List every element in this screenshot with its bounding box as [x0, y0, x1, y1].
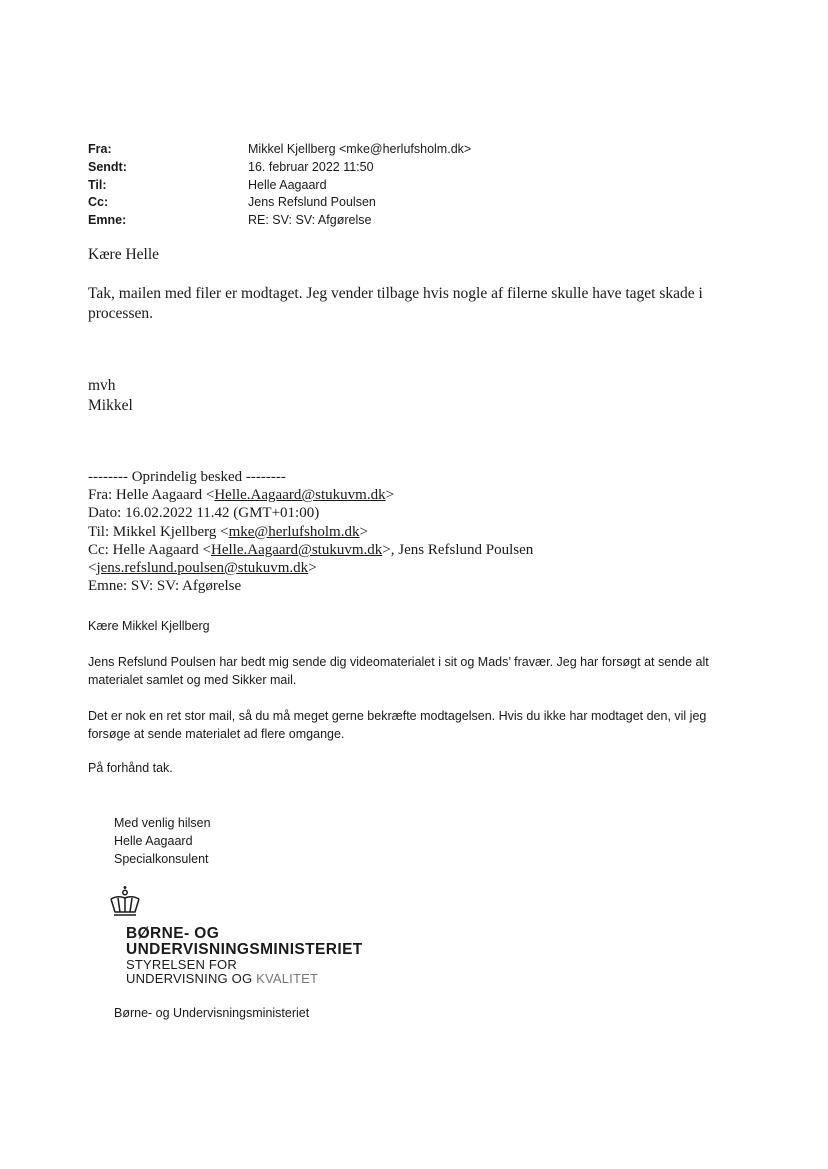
reply-greeting: Kære Helle: [88, 246, 160, 263]
original-from-suffix: >: [385, 487, 395, 504]
original-date: Dato: 16.02.2022 11.42 (GMT+01:00): [88, 505, 320, 522]
logo-line-3: STYRELSEN FOR: [126, 957, 237, 972]
signature-name: Helle Aagaard: [114, 834, 193, 848]
original-cc: [88, 541, 533, 559]
header-row-subject: [88, 212, 471, 230]
message-paragraph-1: Jens Refslund Poulsen har bedt mig sende dig videomaterialet i sit og Mads’ fravær. Jeg har forsøgt at sende alt materialet samlet og med Sikker mail.: [88, 655, 709, 687]
crown-icon: [108, 885, 142, 919]
header-label: Cc:: [88, 195, 109, 210]
original-to: [88, 523, 533, 541]
original-separator: -------- Oprindelig besked --------: [88, 469, 286, 485]
signature-title: Specialkonsulent: [114, 852, 209, 866]
header-row-to: [88, 177, 471, 195]
header-row-from: [88, 141, 471, 159]
original-message-header: [88, 468, 533, 595]
header-value: RE: SV: SV: Afgørelse: [248, 213, 372, 228]
original-cc-middle: >, Jens Refslund Poulsen: [382, 541, 534, 558]
logo-line-2: UNDERVISNINGSMINISTERIET: [126, 941, 363, 958]
header-row-sent: [88, 159, 471, 177]
header-value: Jens Refslund Poulsen: [248, 195, 376, 210]
original-cc-open: <: [88, 560, 97, 577]
header-value: Mikkel Kjellberg <mke@herlufsholm.dk>: [248, 142, 472, 156]
signature-closing: Med venlig hilsen: [114, 816, 211, 830]
header-value: 16. februar 2022 11:50: [248, 159, 374, 174]
ministry-logo: [126, 926, 363, 986]
header-label: Til:: [88, 177, 107, 192]
header-label: Emne:: [88, 213, 127, 228]
message-greeting: Kære Mikkel Kjellberg: [88, 619, 210, 633]
original-to-suffix: >: [359, 523, 368, 540]
footer-text: Børne- og Undervisningsministeriet: [114, 1006, 310, 1020]
original-from-prefix: Fra: Helle Aagaard <: [88, 487, 215, 504]
reply-closing: mvh: [88, 377, 116, 394]
original-to-email-link[interactable]: mke@herlufsholm.dk: [228, 523, 360, 540]
original-cc-prefix: Cc: Helle Aagaard <: [88, 541, 211, 558]
original-cc-close: >: [308, 560, 317, 577]
original-subject: Emne: SV: SV: Afgørelse: [88, 578, 242, 595]
header-value: Helle Aagaard: [248, 177, 327, 192]
message-paragraph-3: På forhånd tak.: [88, 761, 173, 775]
original-cc-continued: [88, 559, 533, 577]
signature-block: [114, 814, 211, 868]
header-label: Fra:: [88, 142, 112, 156]
reply-signoff: [88, 376, 133, 416]
header-row-cc: [88, 194, 471, 212]
header-label: Sendt:: [88, 159, 127, 174]
message-paragraph-2: Det er nok en ret stor mail, så du må meget gerne bekræfte modtagelsen. Hvis du ikke har modtaget den, vil jeg forsøge at sende materialet ad flere omgange.: [88, 709, 707, 741]
logo-line-4b: KVALITET: [256, 971, 319, 986]
original-from: [88, 486, 533, 504]
logo-line-1: BØRNE- OG: [126, 925, 220, 942]
original-to-prefix: Til: Mikkel Kjellberg <: [88, 523, 229, 540]
original-cc-email-link-2[interactable]: jens.refslund.poulsen@stukuvm.dk: [96, 560, 309, 577]
original-from-email-link[interactable]: Helle.Aagaard@stukuvm.dk: [214, 487, 386, 504]
reply-body: Tak, mailen med filer er modtaget. Jeg vender tilbage hvis nogle af filerne skulle have taget skade i processen.: [88, 285, 703, 322]
original-cc-email-link-1[interactable]: Helle.Aagaard@stukuvm.dk: [211, 541, 383, 558]
logo-line-4: [126, 972, 363, 986]
reply-name: Mikkel: [88, 397, 133, 414]
email-header: [88, 141, 471, 230]
logo-line-4a: UNDERVISNING OG: [126, 971, 257, 986]
